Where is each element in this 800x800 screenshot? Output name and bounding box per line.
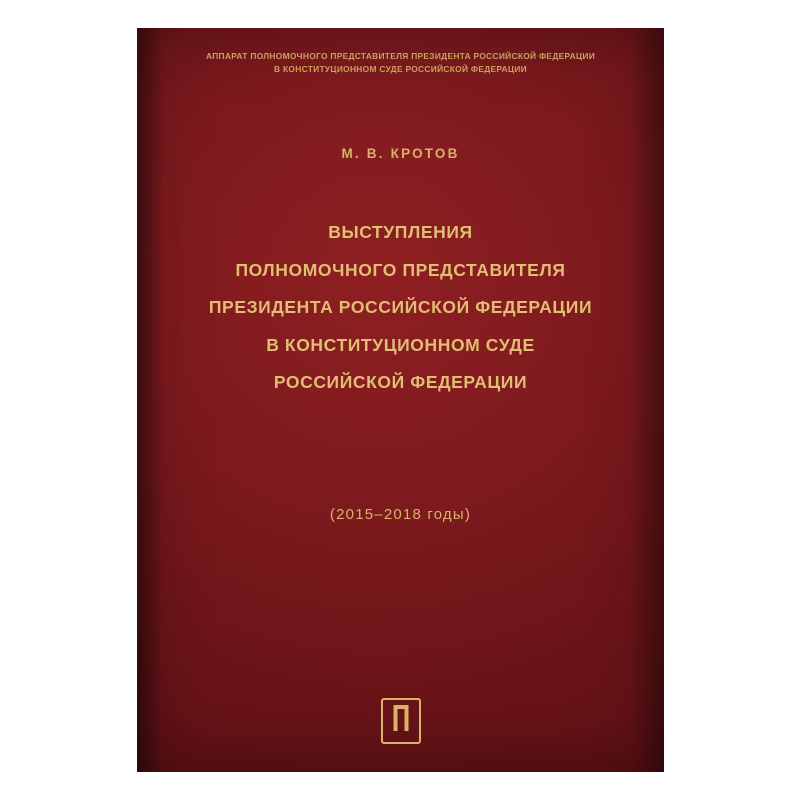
years-subtitle: (2015–2018 годы)	[329, 506, 472, 523]
title-line-4: В КОНСТИТУЦИОННОМ СУДЕ	[266, 334, 535, 355]
title-block	[161, 224, 640, 412]
title-line-3: ПРЕЗИДЕНТА РОССИЙСКОЙ ФЕДЕРАЦИИ	[208, 297, 593, 317]
author-name: М. В. КРОТОВ	[341, 146, 460, 161]
publisher-logo-icon	[381, 698, 421, 744]
imprint-line-2: В КОНСТИТУЦИОННОМ СУДЕ РОССИЙСКОЙ ФЕДЕРАЦИИ	[274, 64, 527, 75]
title-line-5: РОССИЙСКОЙ ФЕДЕРАЦИИ	[273, 372, 528, 392]
imprint-line-1: АППАРАТ ПОЛНОМОЧНОГО ПРЕДСТАВИТЕЛЯ ПРЕЗИДЕНТА РОССИЙСКОЙ ФЕДЕРАЦИИ	[205, 51, 596, 61]
logo-glyph	[393, 705, 408, 731]
title-line-2: ПОЛНОМОЧНОГО ПРЕДСТАВИТЕЛЯ	[235, 259, 566, 280]
book-cover	[137, 28, 664, 772]
imprint-block	[159, 50, 642, 76]
title-line-1: ВЫСТУПЛЕНИЯ	[328, 222, 473, 242]
